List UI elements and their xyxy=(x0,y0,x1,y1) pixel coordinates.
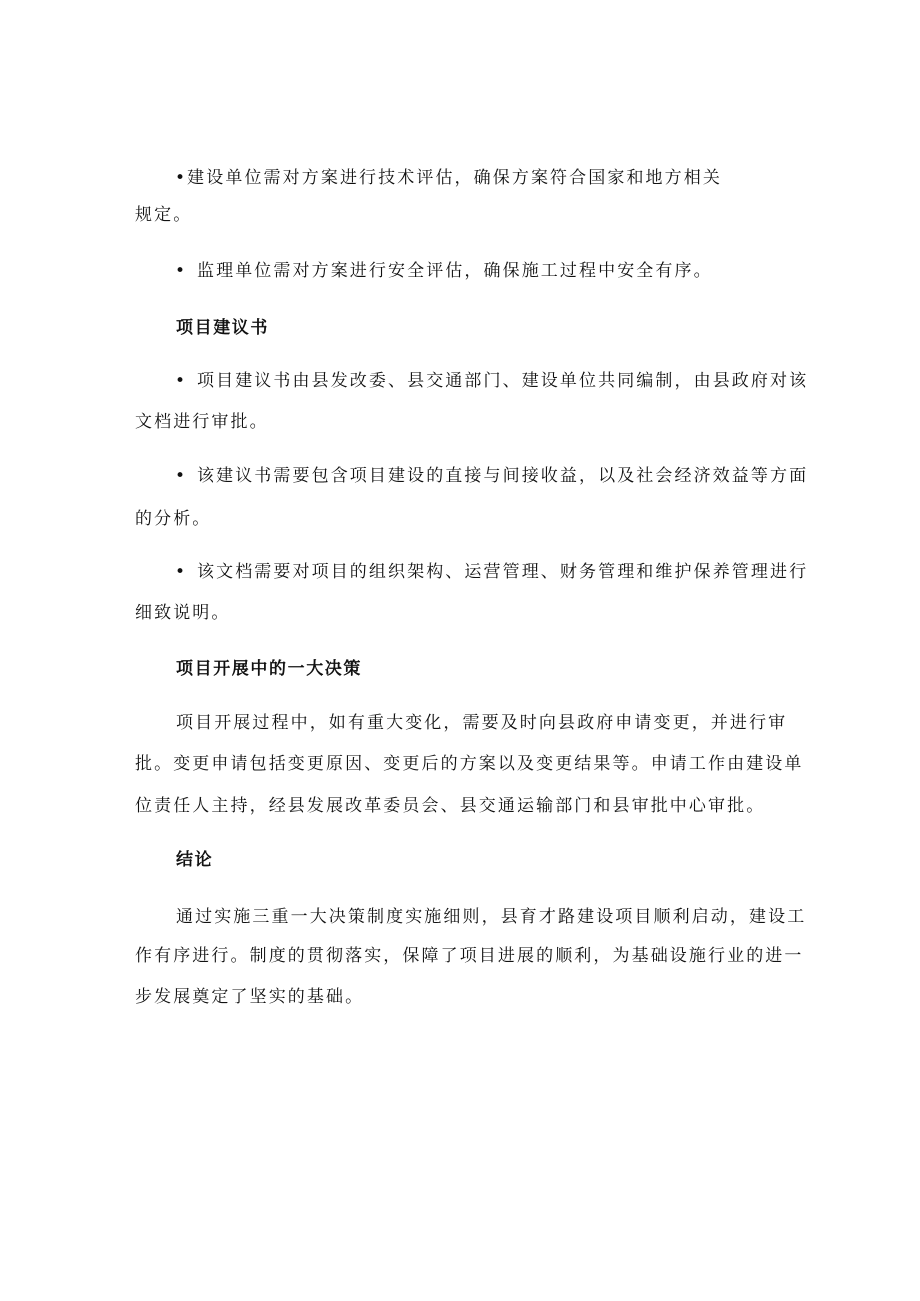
section-heading-major-decision: 项目开展中的一大决策 xyxy=(176,659,362,679)
section-heading-proposal: 项目建议书 xyxy=(176,318,269,338)
bullet-text-line: 项目建议书由县发改委、县交通部门、建设单位共同编制，由县政府对该 xyxy=(197,371,809,391)
bullet-marker: • xyxy=(175,261,188,281)
paragraph-line: 项目开展过程中，如有重大变化，需要及时向县政府申请变更，并进行审 xyxy=(176,713,788,733)
bullet-item-continuation: 的分析。 xyxy=(135,509,212,529)
paragraph-line: 位责任人主持，经县发展改革委员会、县交通运输部门和县审批中心审批。 xyxy=(135,796,766,816)
paragraph-line: 步发展奠定了坚实的基础。 xyxy=(135,987,365,1007)
paragraph-line: 通过实施三重一大决策制度实施细则，县育才路建设项目顺利启动，建设工 xyxy=(176,907,807,927)
bullet-item-continuation: 细致说明。 xyxy=(135,603,231,623)
bullet-item-proposal-benefits xyxy=(175,465,808,487)
bullet-text-line: 监理单位需对方案进行安全评估，确保施工过程中安全有序。 xyxy=(197,261,713,281)
bullet-text-line: 该建议书需要包含项目建设的直接与间接收益，以及社会经济效益等方面 xyxy=(197,466,809,486)
paragraph-line: 作有序进行。制度的贯彻落实，保障了项目进展的顺利，为基础设施行业的进一 xyxy=(135,946,804,966)
bullet-item-technical-assessment xyxy=(175,167,722,189)
bullet-text-line: 该文档需要对项目的组织架构、运营管理、财务管理和维护保养管理进行 xyxy=(197,562,809,582)
bullet-item-safety-assessment xyxy=(175,260,713,282)
bullet-marker: • xyxy=(175,466,188,486)
paragraph-line: 批。变更申请包括变更原因、变更后的方案以及变更结果等。申请工作由建设单 xyxy=(135,754,804,774)
bullet-marker: • xyxy=(175,371,188,391)
bullet-item-continuation: 规定。 xyxy=(135,205,193,225)
bullet-item-organization-details xyxy=(175,561,808,583)
bullet-marker: • xyxy=(175,562,188,582)
bullet-text-line: 建设单位需对方案进行技术评估，确保方案符合国家和地方相关 xyxy=(187,168,722,188)
bullet-marker: • xyxy=(175,168,188,188)
bullet-item-proposal-compilation xyxy=(175,370,808,392)
bullet-item-continuation: 文档进行审批。 xyxy=(135,412,269,432)
section-heading-conclusion: 结论 xyxy=(176,850,214,870)
